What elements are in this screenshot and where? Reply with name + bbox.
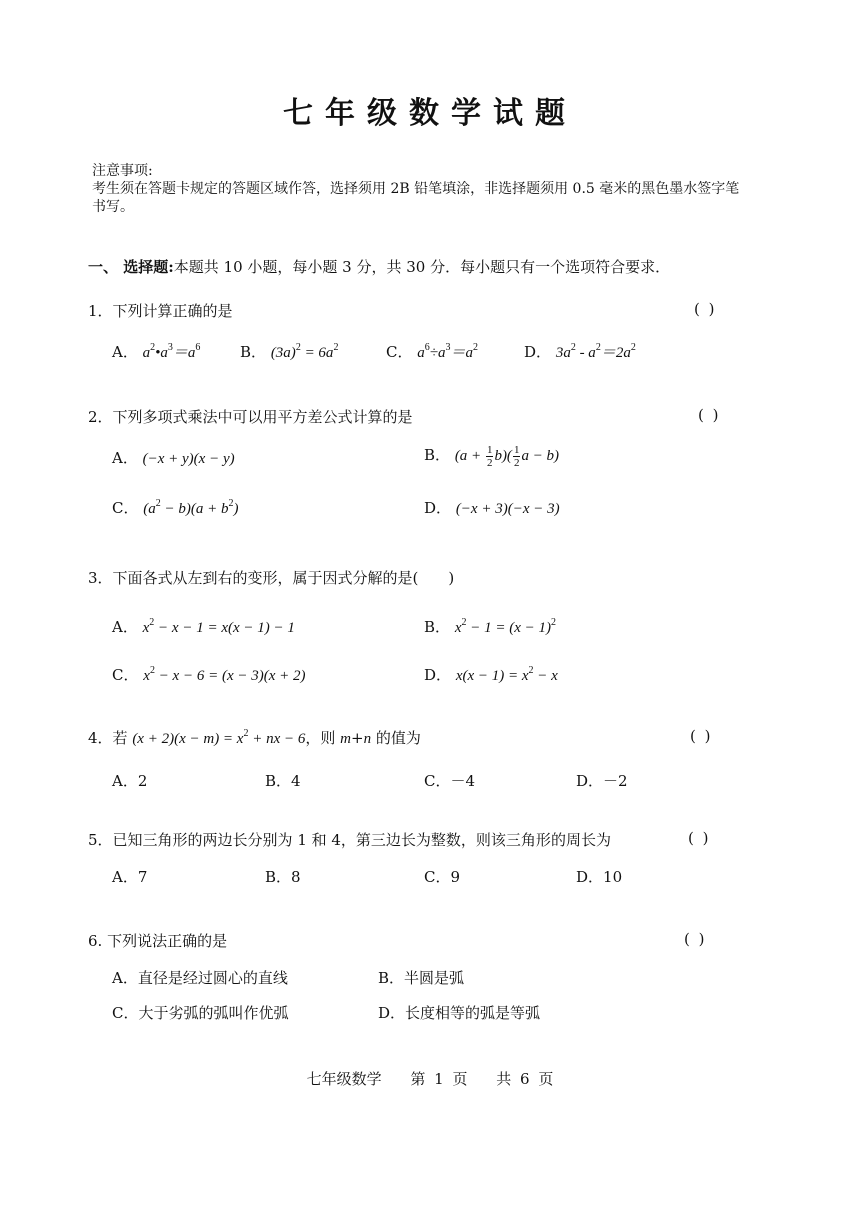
q1-option-b-label: B． xyxy=(240,343,267,361)
q4-option-d: D．－2 xyxy=(576,772,628,790)
q3-option-c-label: C． xyxy=(112,666,139,684)
q3-option-b xyxy=(424,616,556,637)
notes-text: 考生须在答题卡规定的答题区域作答，选择须用 2B 铅笔填涂，非选择题须用 0.5 毫米的黑色墨水签字笔书写。 xyxy=(92,181,740,215)
q2-option-c xyxy=(112,497,239,518)
q6-option-c: C．大于劣弧的弧叫作优弧 xyxy=(112,1004,289,1022)
q5-option-d: D．10 xyxy=(576,868,623,886)
question-4-stem: 4．若 $(x + 2)(x - m) = x^2$ + nx − 6，则 m+n 的值为 xyxy=(88,728,421,747)
q1-option-a-text: $a^2•a^3=a^6$ xyxy=(142,342,201,361)
q2-option-a xyxy=(112,447,235,468)
q3-option-d-text: $x(x - 1) = x^2 - x$ xyxy=(455,665,558,684)
q3-option-d-label: D． xyxy=(424,666,452,684)
q2-option-d-text: (−x + 3)(−x − 3) xyxy=(455,501,560,517)
q3-option-b-label: B． xyxy=(424,618,451,636)
section-label: 一、 选择题: xyxy=(88,258,174,276)
q3-option-a xyxy=(112,616,295,637)
q1-option-d-label: D． xyxy=(524,343,552,361)
q6-option-d: D．长度相等的弧是等弧 xyxy=(378,1004,541,1022)
q3-option-d xyxy=(424,664,558,685)
footer-subject: 七年级数学 xyxy=(306,1070,382,1088)
question-3-stem: 3．下面各式从左到右的变形，属于因式分解的是( ) xyxy=(88,569,455,587)
q1-option-d-text: $3a^2 - a^2=2a^2$ xyxy=(555,342,636,361)
footer-page: 第 1 页 xyxy=(410,1070,468,1088)
footer-total: 共 6 页 xyxy=(496,1070,554,1088)
answer-paren-2: ( ) xyxy=(698,406,721,424)
q4-option-b: B．4 xyxy=(265,772,301,790)
q2-option-c-label: C． xyxy=(112,499,139,517)
q5-option-a: A．7 xyxy=(112,868,148,886)
q3-option-b-text: $x^2 - 1 = (x - 1)^2$ xyxy=(454,617,556,636)
q1-option-c-text: $a^6\div a^3=a^2$ xyxy=(417,342,479,361)
q1-option-a-label: A． xyxy=(112,343,138,361)
q2-option-b-text: (a + $\frac{1}{2}$ b)( $\frac{1}{2}$ a − b) xyxy=(454,444,560,470)
q3-option-a-label: A． xyxy=(112,618,138,636)
page-footer xyxy=(0,1068,860,1089)
q2-option-b xyxy=(424,444,559,469)
q6-option-b: B．半圆是弧 xyxy=(378,969,465,987)
q2-option-a-text: (−x + y)(x − y) xyxy=(142,451,235,467)
question-2-stem: 2．下列多项式乘法中可以用平方差公式计算的是 xyxy=(88,408,413,426)
question-6-stem: 6. 下列说法正确的是 xyxy=(88,932,228,950)
q2-option-c-text: $(a^2 - b)(a + b^2)$ xyxy=(143,498,239,517)
q1-option-d xyxy=(524,341,636,362)
q2-option-d-label: D． xyxy=(424,499,452,517)
q6-option-a: A．直径是经过圆心的直线 xyxy=(112,969,288,987)
question-5-stem: 5．已知三角形的两边长分别为 1 和 4，第三边长为整数，则该三角形的周长为 xyxy=(88,831,611,849)
q1-option-c xyxy=(386,341,478,362)
section-text: 本题共 10 小题，每小题 3 分，共 30 分．每小题只有一个选项符合要求． xyxy=(173,258,671,276)
q1-option-b xyxy=(240,341,338,362)
page-title: 七年级数学试题 xyxy=(283,96,577,131)
q2-option-d xyxy=(424,497,560,518)
question-1-stem: 1．下列计算正确的是 xyxy=(88,302,233,320)
answer-paren-4: ( ) xyxy=(690,727,713,745)
q1-option-a xyxy=(112,341,200,362)
notes xyxy=(92,162,752,216)
q2-option-b-label: B． xyxy=(424,446,451,464)
q5-option-b: B．8 xyxy=(265,868,301,886)
q5-option-c: C．9 xyxy=(424,868,461,886)
q1-option-b-text: $(3a)^2 = 6a^2$ xyxy=(270,342,339,361)
q3-option-a-text: $x^2 - x - 1 = x(x - 1) - 1$ xyxy=(142,617,295,636)
q3-option-c-text: $x^2 - x - 6 = (x - 3)(x + 2)$ xyxy=(143,665,306,684)
q3-option-c xyxy=(112,664,306,685)
q1-option-c-label: C． xyxy=(386,343,413,361)
notes-heading: 注意事项: xyxy=(92,163,153,179)
answer-paren-1: ( ) xyxy=(694,300,717,318)
answer-paren-6: ( ) xyxy=(684,930,707,948)
q4-option-a: A．2 xyxy=(112,772,148,790)
answer-paren-5: ( ) xyxy=(688,829,711,847)
section-heading xyxy=(88,256,670,277)
q4-option-c: C．－4 xyxy=(424,772,476,790)
q2-option-a-label: A． xyxy=(112,449,138,467)
